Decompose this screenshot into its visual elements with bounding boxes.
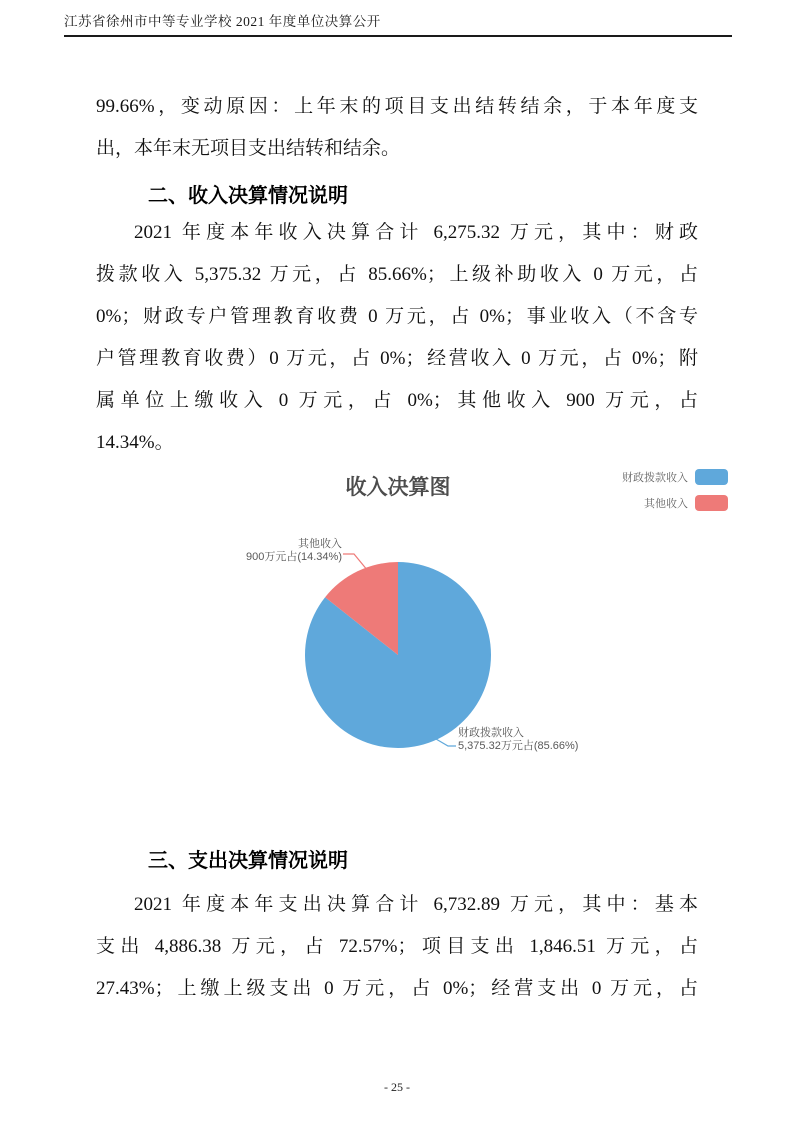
text-line: 出，本年末无项目支出结转和结余。 [96,138,401,159]
text-line: 2021 年度本年收入决算合计 6,275.32 万元，其中：财政 [134,222,698,243]
page-number: - 25 - [384,1080,410,1094]
text-line: 900万元占(14.34%) [246,551,342,563]
text-line: 拨款收入 5,375.32 万元，占 85.66%；上级补助收入 0 万元，占 [96,264,698,285]
paragraph-income [96,212,698,464]
text-line: 99.66%，变动原因：上年末的项目支出结转结余，于本年度支 [96,96,698,117]
pie-leader-line-0 [436,739,456,746]
text-line: 0%；财政专户管理教育收费 0 万元，占 0%；事业收入（不含专 [96,306,698,327]
text-line: 2021 年度本年支出决算合计 6,732.89 万元，其中：基本 [134,894,698,915]
text-line: 27.43%；上缴上级支出 0 万元，占 0%；经营支出 0 万元，占 [96,978,698,999]
text-line: 14.34%。 [96,432,174,453]
income-pie-chart [230,455,742,790]
text-line: 财政拨款收入 [458,727,524,739]
paragraph-expenditure [96,884,698,1010]
text-line: 5,375.32万元占(85.66%) [458,740,579,752]
text-line: 其他收入 [298,538,342,550]
pie-label-other [230,538,342,564]
section-heading-expenditure: 三、支出决算情况说明 [148,850,348,872]
chart-title: 收入决算图 [345,476,451,499]
legend-label: 财政拨款收入 [622,472,688,484]
section-heading-income: 二、收入决算情况说明 [148,185,348,207]
text-line: 户管理教育收费）0 万元，占 0%；经营收入 0 万元，占 0%；附 [96,348,698,369]
paragraph-carryover [96,86,698,170]
text-line: 属单位上缴收入 0 万元，占 0%；其他收入 900 万元，占 [96,390,698,411]
pie-label-fiscal [458,727,578,753]
legend-label: 其他收入 [644,498,688,510]
text-line: 支出 4,886.38 万元，占 72.57%；项目支出 1,846.51 万元，占 [96,936,698,957]
header-title: 江苏省徐州市中等专业学校 2021 年度单位决算公开 [64,10,732,37]
